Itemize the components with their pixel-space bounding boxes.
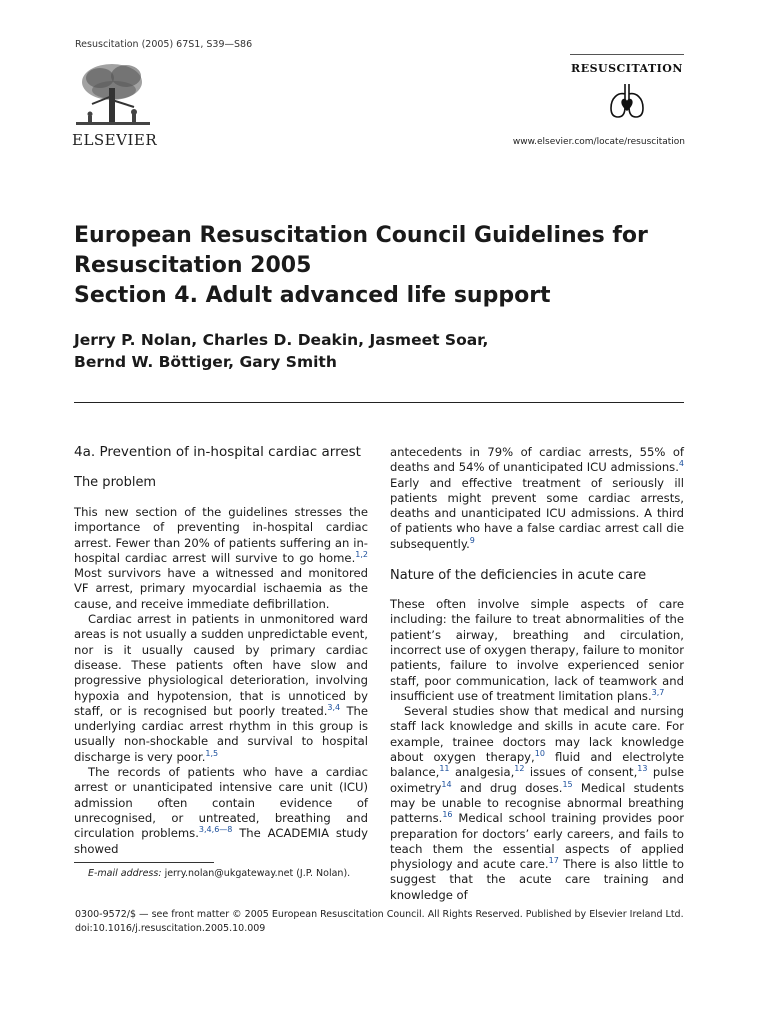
right-column [390,445,684,903]
citation-ref[interactable]: 15 [562,779,573,789]
copyright-line: 0300-9572/$ — see front matter © 2005 European Resuscitation Council. All Rights Reserved. Published by Elsevier Ireland Ltd. [75,909,684,920]
citation-ref[interactable]: 3,7 [651,688,665,697]
journal-citation: Resuscitation (2005) 67S1, S39—S86 [75,39,253,50]
citation-ref[interactable]: 4 [678,459,684,469]
author-line: Jerry P. Nolan, Charles D. Deakin, Jasmeet Soar, [74,331,489,349]
paragraph: These often involve simple aspects of care including: the failure to treat abnormalities of the patient’s airway, breathing and circulation, incorrect use of oxygen therapy, failure to monitor patients, failure to involve experienced senior staff, poor communication, lack of teamwork and insufficient use of treatment limitation plans.$^{3,7}$ [390,597,684,703]
subheading-deficiencies: Nature of the deficiencies in acute care [390,568,647,584]
paragraph: Several studies show that medical and nursing staff lack knowledge and skills in acute care. For example, trainee doctors may lack knowledge about oxygen therapy,$^{10}$ fluid and electrolyte balance,$^{11}$ analgesia,$^{12}$ issues of consent,$^{13}$ pulse oximetry$^{14}$ and drug doses.$^{15}$ Medical students may be unable to recognise abnormal breathing patterns.$^{16}$ Medical school training provides poor preparation for doctors’ early careers, and fails to teach them the essential aspects of applied physiology and acute care.$^{17}$ There is also little to suggest that the acute care training and knowledge of [390,704,685,902]
paragraph: This new section of the guidelines stresses the importance of preventing in-hospital cardiac arrest. Fewer than 20% of patients suffering an in-hospital cardiac arrest will survive to go home.$^{1,2}$ Most survivors have a witnessed and monitored VF arrest, primary myocardial ischaemia as the cause, and receive immediate defibrillation. [74,505,368,611]
subheading-the-problem: The problem [74,475,157,490]
author-email[interactable]: jerry.nolan@ukgateway.net (J.P. Nolan). [161,868,351,879]
citation-ref[interactable]: 10 [534,749,545,759]
article-title [74,221,694,311]
title-line: Section 4. Adult advanced life support [74,283,551,308]
doi-line[interactable]: doi:10.1016/j.resuscitation.2005.10.009 [75,923,266,934]
left-column [74,443,368,857]
title-line: European Resuscitation Council Guidelines for [74,223,648,248]
citation-ref[interactable]: 3,4 [327,703,341,712]
citation-ref[interactable]: 14 [441,779,452,789]
copyright-footer [75,908,684,936]
citation-ref[interactable]: 1,2 [355,550,368,560]
footnote-divider [74,862,214,863]
citation-ref[interactable]: 12 [514,764,525,774]
citation-ref[interactable]: 11 [439,764,450,774]
title-line: Resuscitation 2005 [74,253,312,278]
author-line: Bernd W. Böttiger, Gary Smith [74,353,337,371]
citation-ref[interactable]: 3,4,6—8 [198,825,233,835]
journal-url[interactable]: www.elsevier.com/locate/resuscitation [512,137,685,147]
section-heading: 4a. Prevention of in-hospital cardiac arrest [74,444,361,460]
author-email-footnote: E-mail address: jerry.nolan@ukgateway.net (J.P. Nolan). [88,868,351,879]
citation-ref[interactable]: 9 [469,535,475,545]
title-divider [74,402,684,403]
citation-ref[interactable]: 1,5 [205,748,219,758]
lungs-heart-icon [608,80,646,120]
paragraph: Cardiac arrest in patients in unmonitored ward areas is not usually a sudden unpredictable event, nor is it usually caused by primary cardiac disease. These patients often have slow and progressive physiological deterioration, involving hypoxia and hypotension, that is unnoticed by staff, or is recognised but poorly treated.$^{3,4}$ The underlying cardiac arrest rhythm in this group is usually non-shockable and survival to hospital discharge is very poor.$^{1,5}$ [74,612,369,764]
publisher-name: ELSEVIER [72,131,158,149]
elsevier-tree-logo [72,60,154,130]
paragraph: The records of patients who have a cardiac arrest or unanticipated intensive care unit (ICU) admission often contain evidence of unrecognised, or untreated, breathing and circulation problems.$^{3,4,6—8}$ The ACADEMIA study showed [74,765,369,856]
citation-ref[interactable]: 13 [637,764,648,774]
citation-ref[interactable]: 17 [548,856,559,866]
paragraph: antecedents in 79% of cardiac arrests, 55% of deaths and 54% of unanticipated ICU admissions.$^4$ Early and effective treatment of seriously ill patients might prevent some cardiac arrests, deaths and unanticipated ICU admissions. A third of patients who have a false cardiac arrest call die subsequently.$^9$ [390,445,684,551]
author-list [74,329,694,373]
citation-ref[interactable]: 16 [442,810,453,820]
journal-name: RESUSCITATION [571,62,683,75]
